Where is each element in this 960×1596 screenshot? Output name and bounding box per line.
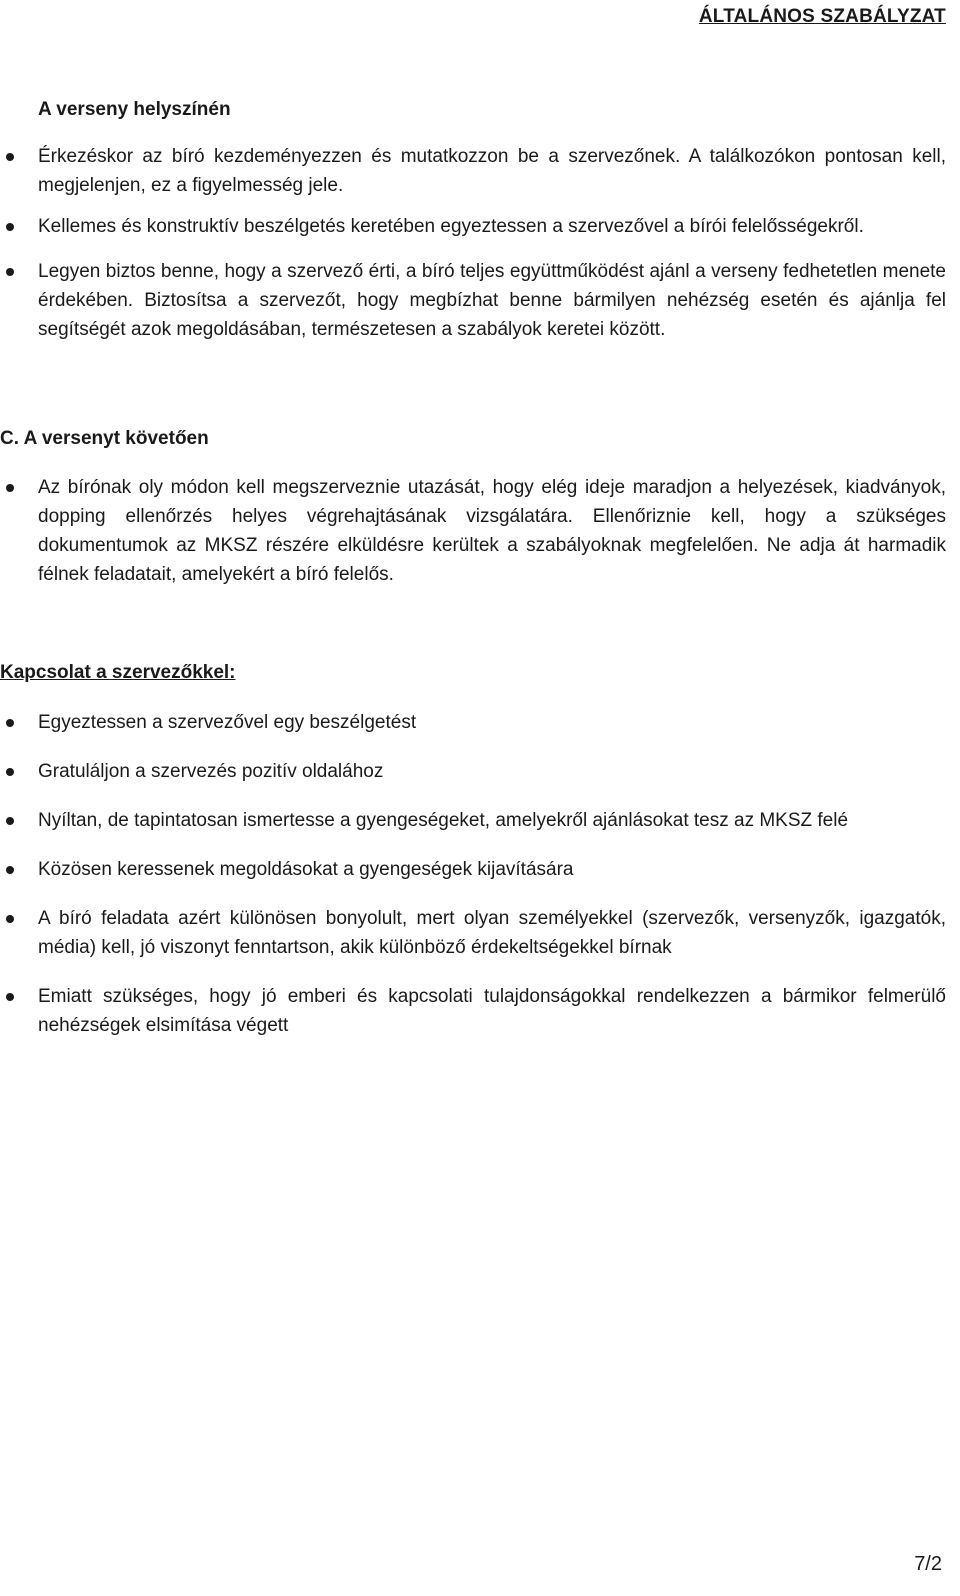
list-item bbox=[0, 904, 960, 962]
list-item bbox=[0, 212, 960, 241]
bullet-icon bbox=[6, 768, 14, 776]
section-after-heading: C. A versenyt követően bbox=[0, 428, 209, 449]
page-number: 7/2 bbox=[914, 1553, 942, 1575]
bullet-icon bbox=[6, 719, 14, 727]
section-venue-list bbox=[0, 142, 960, 344]
section-after-list bbox=[0, 473, 960, 589]
section-venue-heading: A verseny helyszínén bbox=[38, 99, 231, 120]
list-item bbox=[0, 473, 960, 589]
list-item bbox=[0, 708, 960, 737]
list-item-text: Emiatt szükséges, hogy jó emberi és kapcsolati tulajdonságokkal rendelkezzen a bármikor felmerülő nehézségek elsimítása végett bbox=[38, 986, 946, 1036]
list-item bbox=[0, 257, 960, 344]
section-contact-organizers bbox=[0, 660, 960, 1040]
bullet-icon bbox=[6, 866, 14, 874]
list-item-text: Az bírónak oly módon kell megszerveznie utazását, hogy elég ideje maradjon a helyezések, kiadványok, dopping ellenőrzés helyes végrehajtásának vizsgálatára. Ellenőriznie kell, hogy a szükséges dokumentumok az MKSZ részére elküldésre kerültek a szabályoknak megfelelően. Ne adja át harmadik félnek feladatait, amelyekért a bíró felelős. bbox=[38, 477, 946, 585]
list-item-text: Közösen keressenek megoldásokat a gyengeségek kijavítására bbox=[38, 859, 574, 880]
list-item-text: Érkezéskor az bíró kezdeményezzen és mutatkozzon be a szervezőnek. A találkozókon pontosan kell, megjelenjen, ez a figyelmesség jele. bbox=[38, 146, 946, 196]
document-header-title: ÁLTALÁNOS SZABÁLYZAT bbox=[698, 6, 946, 27]
list-item-text: A bíró feladata azért különösen bonyolult, mert olyan személyekkel (szervezők, versenyzők, igazgatók, média) kell, jó viszonyt fenntartson, akik különböző érdekeltségekkel bírnak bbox=[38, 908, 946, 958]
section-after-competition bbox=[0, 426, 960, 589]
section-venue bbox=[0, 97, 960, 344]
list-item bbox=[0, 982, 960, 1040]
section-contact-heading: Kapcsolat a szervezőkkel: bbox=[0, 662, 236, 683]
bullet-icon bbox=[6, 993, 14, 1001]
list-item bbox=[0, 757, 960, 786]
bullet-icon bbox=[6, 223, 14, 231]
section-contact-list bbox=[0, 708, 960, 1040]
bullet-icon bbox=[6, 915, 14, 923]
list-item-text: Kellemes és konstruktív beszélgetés keretében egyeztessen a szervezővel a bírói felelősségekről. bbox=[38, 216, 864, 237]
list-item-text: Nyíltan, de tapintatosan ismertesse a gyengeségeket, amelyekről ajánlásokat tesz az MKSZ felé bbox=[38, 810, 849, 831]
bullet-icon bbox=[6, 268, 14, 276]
bullet-icon bbox=[6, 153, 14, 161]
list-item-text: Gratuláljon a szervezés pozitív oldalához bbox=[38, 761, 384, 782]
list-item-text: Egyeztessen a szervezővel egy beszélgetést bbox=[38, 712, 417, 733]
bullet-icon bbox=[6, 817, 14, 825]
bullet-icon bbox=[6, 484, 14, 492]
list-item bbox=[0, 806, 960, 835]
list-item bbox=[0, 142, 960, 200]
list-item bbox=[0, 855, 960, 884]
list-item-text: Legyen biztos benne, hogy a szervező érti, a bíró teljes együttműködést ajánl a verseny fedhetetlen menete érdekében. Biztosítsa a szervezőt, hogy megbízhat benne bármilyen nehézség esetén és ajánlja fel segítségét azok megoldásában, természetesen a szabályok keretei között. bbox=[38, 261, 946, 340]
